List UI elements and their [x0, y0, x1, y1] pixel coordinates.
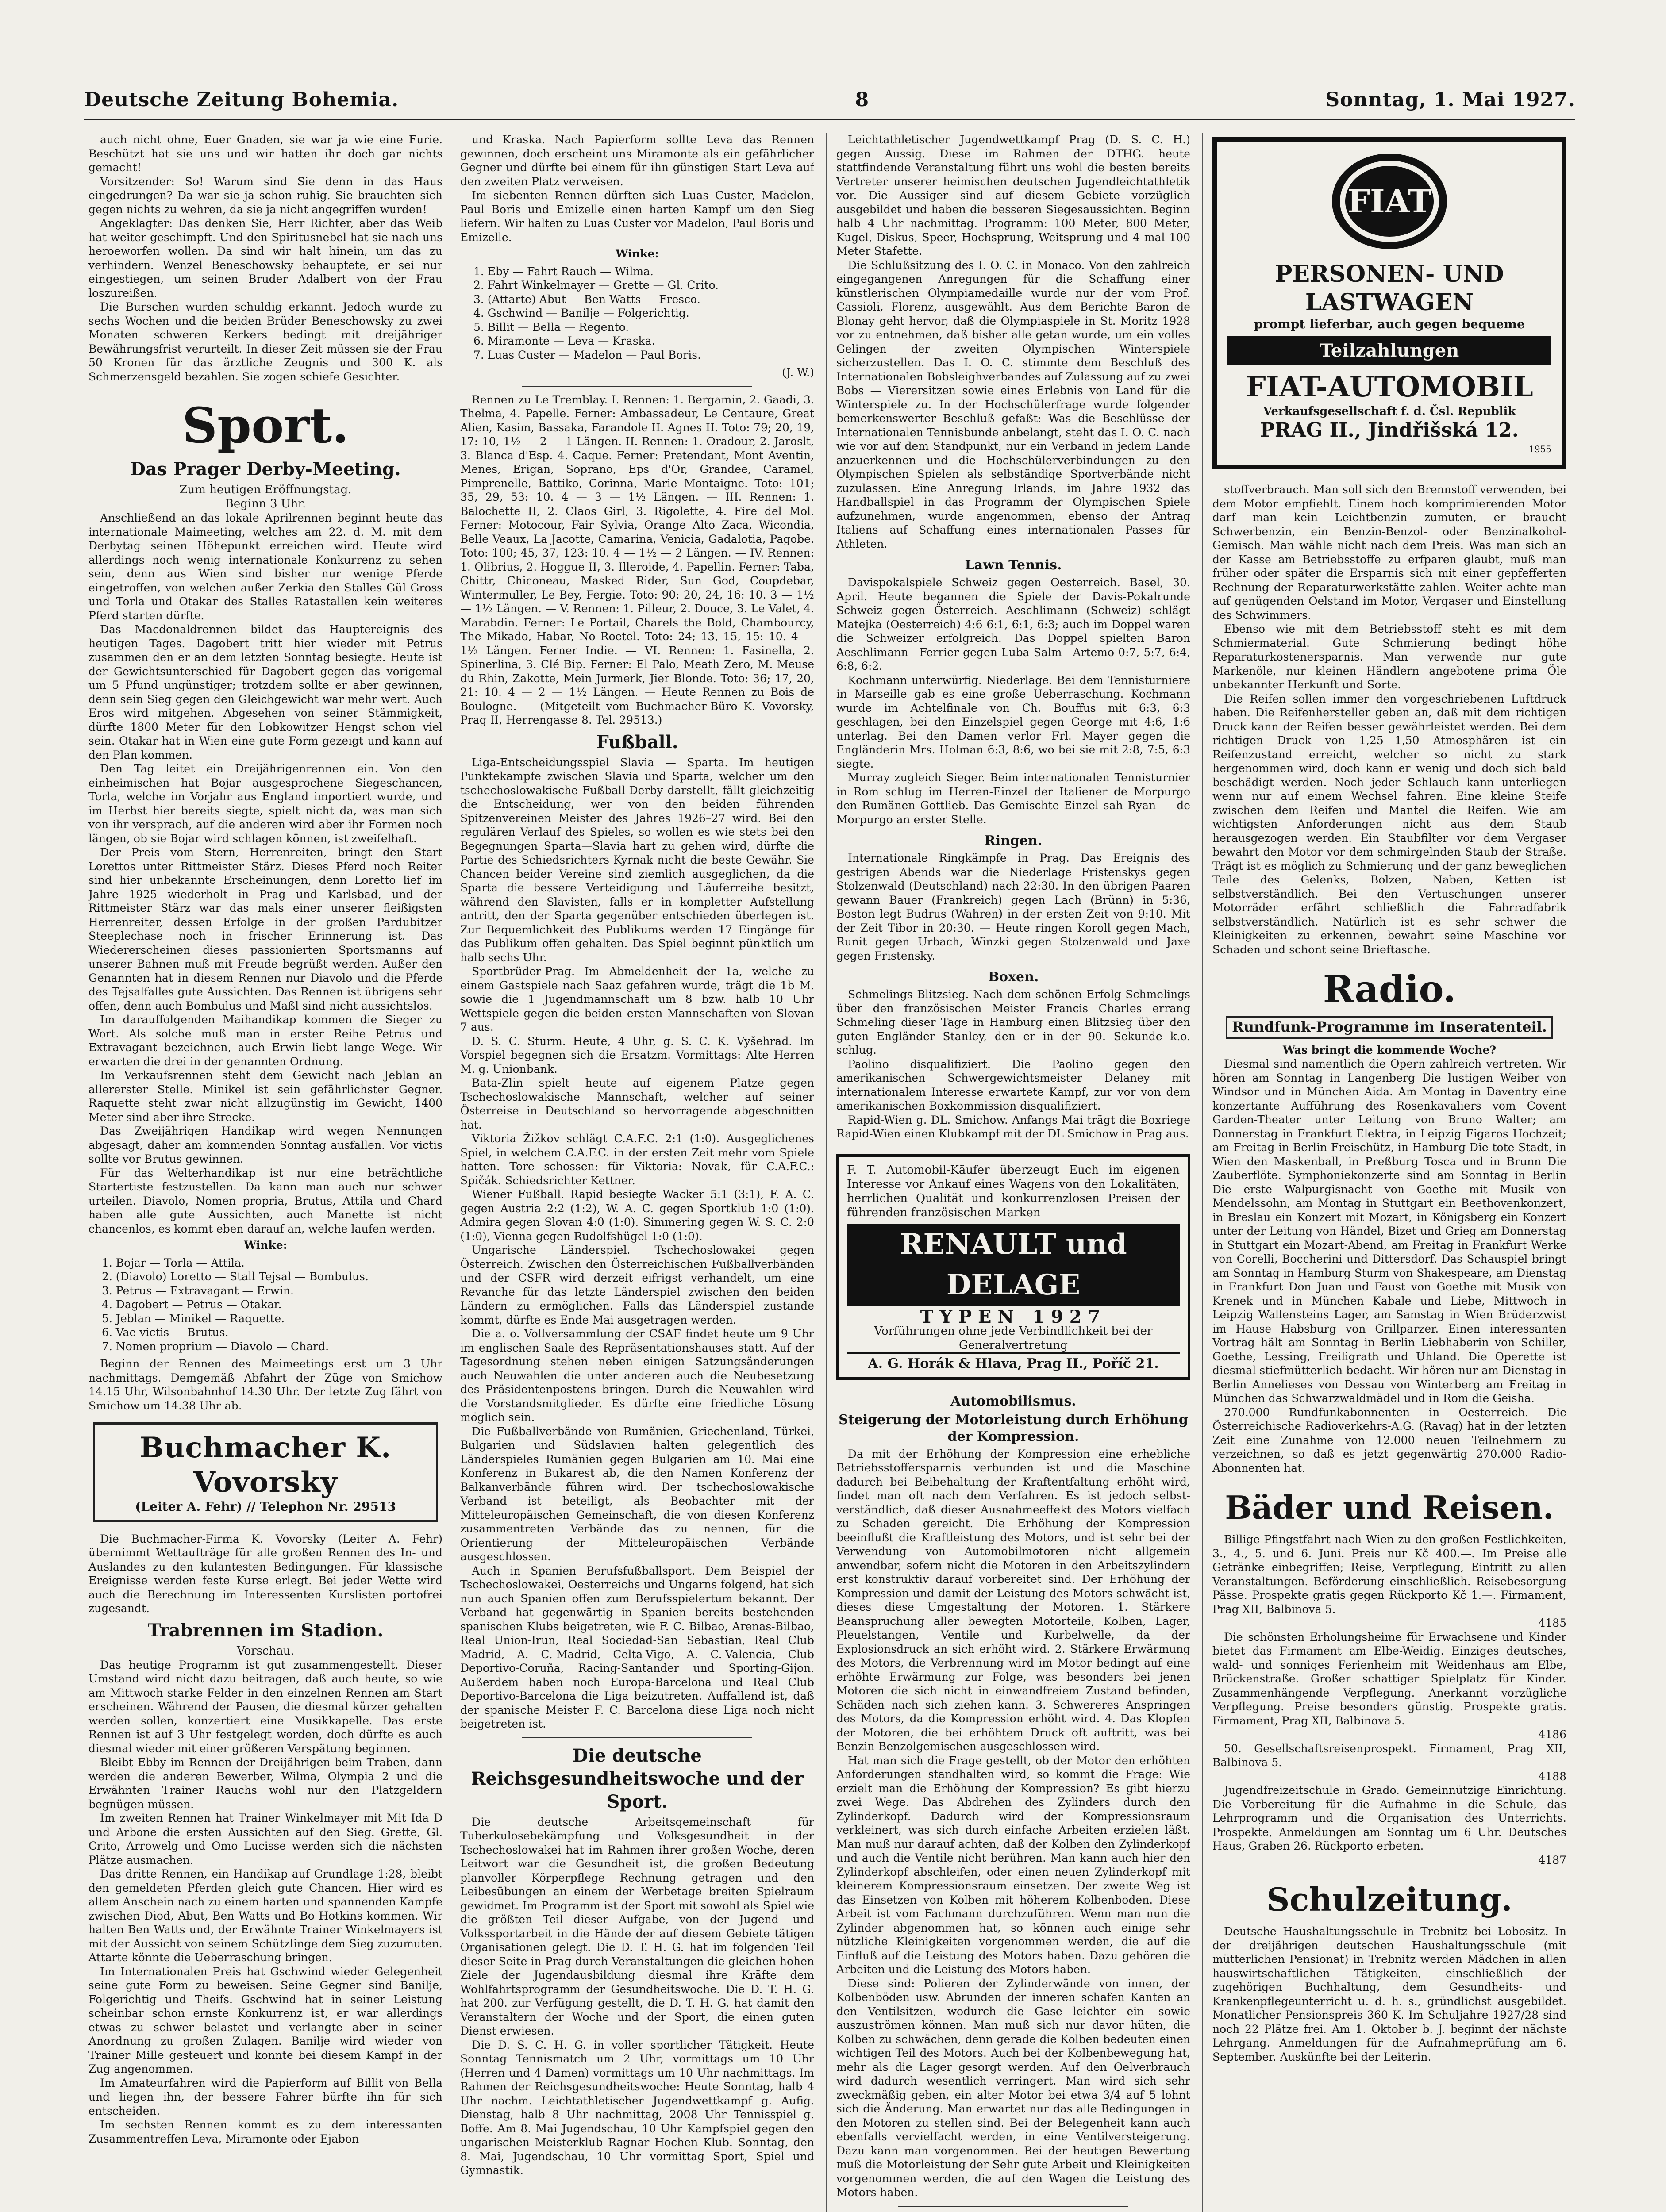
fiat-logo-icon: [1327, 150, 1451, 252]
article-paragraph: Das heutige Programm ist gut zusammengestellt. Dieser Umstand wird nicht dazu beitragen, daß auch heute, so wie am Mittwoch starke Felder in den einzelnen Rennen am Start erscheinen. Während der Pausen, die diesmal kürzer gehalten werden sollen, konzertiert eine Musikkapelle. Das erste Rennen ist auf 3 Uhr festgelegt worden, doch dürfte es auch diesmal wieder mit einer größeren Verspätung beginnen.: [88, 1658, 442, 1755]
headline-boxen: Boxen.: [988, 969, 1039, 985]
fiat-ad: [1212, 137, 1566, 469]
article-paragraph: Diesmal sind namentlich die Opern zahlreich vertreten. Wir hören am Sonntag in Langenberg Die lustigen Weiber von Windsor und in München Aida. Am Montag in Daventry eine konzertante Aufführung des Rosenkavaliers vom Covent Garden-Theater unter Leitung von Bruno Walter; am Donnerstag in Frankfurt Elektra, in Leipzig Figaros Hochzeit; am Freitag in Berlin Freischütz, in Hamburg Die tote Stadt, in Wien den Maskenball, in Preßburg Tosca und in Brunn Die Zauberflöte. Symphoniekonzerte sind am Sonntag in Berlin Die erste Walpurgisnacht von Goethe mit Musik von Mendelssohn, am Montag in Stuttgart ein Beethovenkonzert, in Breslau ein Konzert mit Mozart, in Königsberg ein Konzert unter der Leitung von Händel, Bizet und Grieg am Donnerstag in Stuttgart ein Mozart-Abend, am Freitag in Frankfurt Werke von Corelli, Boccherini und Dittersdorf. Das Schauspiel bringt am Sonntag in Hamburg Sturm von Shakespeare, am Dienstag in Frankfurt Don Juan und Faust von Goethe mit Musik von Krenek und in München Kabale und Liebe, Mittwoch in Leipzig Wallensteins Lager, am Samstag in Wien Brüderzwist im Hause Habsburg von Grillparzer. Einen interessanten Vortrag hält am Sonntag in Berlin Liebhaberin von Schiller, Goethe, Lessing, Freiligrath und Uhland. Die Operette ist diesmal stiefmütterlich bedacht. Wir hören nur am Dienstag in Berlin Annelieses von Dessau von Winterberg am Freitag in München das Schwarzwaldmädel und in Rom die Geisha.: [1212, 1057, 1566, 1405]
headline-fussball: Fußball.: [596, 731, 678, 753]
article-paragraph: Das Macdonaldrennen bildet das Hauptereignis des heutigen Tages. Dagobert tritt hier wieder mit Petrus zusammen den er an dem letzten Sonntag besiegte. Heute ist der Gewichtsunterschied für Dagobert gegen das vorigemal um 5 Pfund ungünstiger; trotzdem sollte er aber gewinnen, denn sein Sieg gegen den Gleichgewicht war mehr wert. Auch Eros wird mitgehen. Abgesehen von seiner Stämmigkeit, dürfte 1800 Meter für den Lobkowitzer Hengst schon viel sein. Otakar hat in Wien eine gute Form gezeigt und kann auf den Plan kommen.: [88, 623, 442, 761]
tip-item: 2. (Diavolo) Loretto — Stall Tejsal — Bombulus.: [102, 1270, 369, 1283]
headline-reichsgesundheitswoche: Die deutsche Reichsgesundheitswoche und der Sport.: [471, 1745, 804, 1812]
article-paragraph: 270.000 Rundfunkabonnenten in Oesterreich. Die Österreichische Radioverkehrs-A.G. (Ravag) hat in der letzten Zeit eine Zunahme von 12.000 neuen Teilnehmern zu verzeichnen, so daß es jetzt gegenwärtig 270.000 Radio-Abonnenten hat.: [1212, 1406, 1566, 1475]
tip-item: 1. Bojar — Torla — Attila.: [102, 1256, 245, 1269]
ad-code: 4187: [1538, 1853, 1566, 1866]
article-paragraph: Davispokalspiele Schweiz gegen Oesterreich. Basel, 30. April. Heute begannen die Spiele der Davis-Pokalrunde Schweiz gegen Österreich. Aeschlimann (Schweiz) schlägt Matejka (Oesterreich) 4:6 6:1, 6:1, 6:3; auch im Doppel waren die Schweizer erfolgreich. Das Doppel spielten Baron Aeschlimann—Ferrier gegen Luba Salm—Artemo 0:7, 5:7, 6:4, 6:8, 6:2.: [836, 576, 1190, 672]
article-paragraph: Liga-Entscheidungsspiel Slavia — Sparta. Im heutigen Punktekampfe zwischen Slavia und Sparta, welcher um den tschechoslowakische Fußball-Derby darstellt, fällt gleichzeitig die Entscheidung, wer von den beiden führenden Spitzenvereinen Meister des Jahres 1926–27 wird. Bei den regulären Verlauf des Spieles, so wollen es wie stets bei den Begegnungen Sparta—Slavia hart zu gehen wird, dürfte die Partie des Schiedsrichters Kyrnak nicht die beste Gewähr. Sie Chancen beider Vereine sind ziemlich ausgeglichen, da die Sparta die bessere Verteidigung und Läuferreihe besitzt, während den Slavisten, falls er in kompletter Aufstellung antritt, den der Sparta gegenüber entschieden überlegen ist. Zur Bequemlichkeit des Publikums werden 17 Eingänge für das Publikum offen gehalten. Das Spiel beginnt pünktlich um halb sechs Uhr.: [460, 756, 814, 964]
article-paragraph: Im darauffolgenden Maihandikap kommen die Sieger zu Wort. Als solche muß man in erster Reihe Petrus und Extravagant bezeichnen, auch Erwin liebt lange Wege. Wir erwarten die drei in der genannten Ordnung.: [88, 1013, 442, 1068]
article-paragraph: Die Reifen sollen immer den vorgeschriebenen Luftdruck haben. Die Reifenhersteller geben an, daß mit dem richtigen Druck kann der Reifen besser gewährleistet werden. Bei dem richtigen Druck von 1,25—1,50 Atmosphären ist ein Reifenzustand erreicht, welcher so nicht zu stark hergenommen wird, doch kann er wenig und doch sich bald beschädigt werden. Noch jeder Schlauch kann unterliegen wenn nur auf einem Wechsel fahren. Eine kleine Steife zwischen dem Reifen und Mantel die Reifen. Wie am wichtigsten Anforderungen nicht aus dem Staub herausgezogen werden. Ein Staubfilter vor dem Vergaser bewahrt den Motor vor dem schmirgelnden Staub der Straße. Trägt ist es möglich zu Schmierung und der ganz beweglichen Teile des Gelenks, Bolzen, Naben, Ketten ist selbstverständlich. Bei den Vertuschungen unserer Motorräder erfährt schließlich die Fahrradfabrik selbstverständlich. Natürlich ist es sehr schwer die Kleinigkeiten zu erkennen, bewahrt seine Maschine vor Schaden und schont seine Brieftasche.: [1212, 692, 1566, 956]
article-paragraph: Internationale Ringkämpfe in Prag. Das Ereignis des gestrigen Abends war die Niederlage Fristenskys gegen Stolzenwald (Deutschland) nach 22:30. In den übrigen Paaren gewann Bauer (Frankreich) gegen Lach (Brünn) in 5:36, Boston legt Budrus (Wahren) in der ersten Zeit von 9:10. Mit der Zeit Tibor in 20:30. — Heute ringen Koroll gegen Mach, Runit gegen Urbach, Winzki gegen Stolzenwald und Jaxe gegen Fristensky.: [836, 852, 1190, 962]
subheadline: Zum heutigen Eröffnungstag.: [179, 483, 352, 496]
radio-banner: Rundfunk-Programme im Inseratenteil.: [1226, 1016, 1553, 1039]
column-1: [88, 133, 442, 2212]
bookmaker-phone: (Leiter A. Fehr) // Telephon Nr. 29513: [135, 1499, 396, 1514]
ad-line: FIAT-AUTOMOBIL: [1246, 370, 1533, 403]
tip-item: 4. Gschwind — Banilje — Folgerichtig.: [473, 307, 689, 319]
ad-line: prompt lieferbar, auch gegen bequeme: [1254, 316, 1525, 331]
divider: [522, 1737, 752, 1738]
ad-line: Verkaufsgesellschaft f. d. Čsl. Republik: [1263, 404, 1516, 418]
divider: [522, 386, 752, 387]
subheadline: Vorschau.: [237, 1644, 294, 1658]
article-paragraph: Die Buchmacher-Firma K. Vovorsky (Leiter A. Fehr) übernimmt Wettaufträge für alle großen Rennen des In- und Auslandes zu den kulantesten Bedingungen. Für klassische Ereignisse werden feste Kurse erlegt. Bei jeder Wette wird auch die Berechnung im Interessenten Kurslisten portofrei zugesandt.: [88, 1532, 442, 1615]
column-4: [1212, 133, 1566, 2212]
ad-address: A. G. Horák & Hlava, Prag II., Poříč 21.: [847, 1352, 1180, 1371]
article-paragraph: Rennen zu Le Tremblay. I. Rennen: 1. Bergamin, 2. Gaadi, 3. Thelma, 4. Papelle. Ferner: Ambassadeur, Le Centaure, Great Alien, Kasim, Bassaka, Farandole II. Agnes II. Toto: 79; 20, 19, 17: 10, 1½ — 2 — 1 Längen. II. Rennen: 1. Oradour, 2. Jaroslt, 3. Blanca d'Esp. 4. Caque. Ferner: Pretendant, Mont Aventin, Menes, Erigan, Soprano, Eps d'Or, Grandee, Caramel, Pimprenelle, Battiko, Corinna, Marie Montaigne. Toto: 101; 35, 29, 53: 10. 4 — 3 — 1½ Längen. — III. Rennen: 1. Balochette II, 2. Claos Girl, 3. Rigolette, 4. Fire del Mol. Ferner: Motocour, Fair Sylvia, Orange Alto Zaca, Wicondia, Belle Veaux, La Jacotte, Camarina, Venicia, Gadalotia, Pagobe. Toto: 100; 45, 37, 123: 10. 4 — 1½ — 2 Längen. — IV. Rennen: 1. Olibrius, 2. Hoggue II, 3. Illeroide, 4. Papellin. Ferner: Taba, Chittr, Chiconeau, Masked Rider, Sun God, Coupdebar, Wintermuller, Le Bey, Fergie. Toto: 90: 20, 24, 16: 10. 3 — 1½ — 1½ Längen. — V. Rennen: 1. Pilleur, 2. Douce, 3. Le Valet, 4. Marabdin. Ferner: Le Portail, Charels the Bold, Chambourcy, The Mikado, Habar, No Roetel. Toto: 24; 13, 15, 15: 10. 4 — 1½ Längen. Ferner Indie. — VI. Rennen: 1. Fasinella, 2. Spinerlina, 3. Clé Bip. Ferner: El Palo, Meath Zero, M. Meuse du Rhin, Zakotte, Mein Jurmerk, Jier Blonde. Toto: 36; 17, 20, 21: 10. 4 — 2 — 1½ Längen. — Heute Rennen zu Bois de Boulogne. — (Mitgeteilt vom Buchmacher-Büro K. Vovorsky, Prag II, Herrengasse 8. Tel. 29513.): [460, 393, 814, 726]
article-paragraph: Anschließend an das lokale Aprilrennen beginnt heute das internationale Maimeeting, welches am 22. d. M. mit dem Derbytag seinen Höhepunkt erreichen wird. Heute wird allerdings noch wenig internationale Konkurrenz zu sehen sein, denn aus Wien sind bisher nur wenige Pferde eingetroffen, von welchen außer Zerkia den Stalles Gül Gross und Torla und Otakar des Stalles Ratastallen kein weiteres Pferd starten dürfte.: [88, 511, 442, 622]
article-paragraph: Kochmann unterwürfig. Niederlage. Bei dem Tennisturniere in Marseille gab es eine große Ueberraschung. Kochmann wurde im Achtelfinale von Ch. Bouffus mit 6:3, 6:3 geschlagen, bei den Einzelspiel gegen George mit 4:6, 1:6 unterlag. Bei den Damen verlor Frl. Mayer gegen die Engländerin Mrs. Holman 6:3, 8:6, wo bei sie mit 2:8, 7:5, 6:3 siegte.: [836, 673, 1190, 770]
classified-ad: 50. Gesellschaftsreisenprospekt. Firmament, Prag XII, Balbinova 5.: [1212, 1742, 1566, 1769]
tip-item: 3. Petrus — Extravagant — Erwin.: [102, 1284, 294, 1297]
article-paragraph: Schmelings Blitzsieg. Nach dem schönen Erfolg Schmelings über den französischen Meister Francis Charles errang Schmeling dieser Tage in Hamburg einen Blitzsieg über den guten Engländer Stanley, den er in der 90. Sekunde k.o. schlug.: [836, 988, 1190, 1056]
tip-item: 6. Miramonte — Leva — Kraska.: [473, 334, 655, 347]
article-paragraph: Leichtathletischer Jugendwettkampf Prag (D. S. C. H.) gegen Aussig. Diese im Rahmen der DTHG. heute stattfindende Veranstaltung führt uns wohl die besten bereits Vertreter unserer heimischen deutschen Jugendleichtathletik vor. Die Aussiger sind auf diesem Gebiete vorzüglich ausgebildet und haben die besseren Siegesaussichten. Beginn halb 4 Uhr nachmittag. Programm: 100 Meter, 800 Meter, Kugel, Diskus, Speer, Hochsprung, Weitsprung und 4 mal 100 Meter Stafette.: [836, 133, 1190, 257]
article-paragraph: Das dritte Rennen, ein Handikap auf Grundlage 1:28, bleibt den gemeldeten Pferden gleich gute Chancen. Hier wird es allem Anschein nach zu einem harten und spannenden Kampfe zwischen Diod, Abut, Ben Watts und Bo Hotkins kommen. Wir halten Ben Watts und, der Erwähnte Trainer Winkelmayers ist mit der Aussicht von seinem Schützlinge dem Sieg zuzumuten. Attarte könnte die Ueberraschung bringen.: [88, 1867, 442, 1964]
bookmaker-ad: [93, 1422, 438, 1522]
article-paragraph: auch nicht ohne, Euer Gnaden, sie war ja wie eine Furie. Beschützt hat sie uns und wir hatten ihr doch gar nichts gemacht!: [88, 133, 442, 174]
ad-code: 4186: [1538, 1728, 1566, 1741]
headline-ringen: Ringen.: [984, 833, 1043, 849]
tip-item: 1. Eby — Fahrt Rauch — Wilma.: [473, 265, 654, 278]
tip-item: 5. Billit — Bella — Regento.: [473, 320, 629, 334]
article-paragraph: Die deutsche Arbeitsgemeinschaft für Tuberkulosebekämpfung und Volksgesundheit in der Tschechoslowakei hat im Rahmen ihrer großen Woche, deren Leitwort war die Gesundheit ist, die großen Bedeutung planvoller Körperpflege Rechnung getragen und den Leibesübungen an einem der Werbetage breiten Spielraum gewidmet. Im Programm ist der Sport mit sowohl als Spiel wie die größten Teil dieser Aufgabe, von der Jugend- und Volkssportarbeit in die Hände der auf diesem Gebiete tätigen Organisationen gelegt. Die D. T. H. G. hat im folgenden Teil dieser Seite in Prag durch Veranstaltungen die gleichen hohen Ziele der Jugendausbildung diesmal ihre Kräfte dem Wohlfahrtsprogramm der Gesundheitswoche. Die D. T. H. G. hat 200. zur Verfügung gestellt, die D. T. H. G. hat damit den Veranstaltern der Woche und der Sport, die einen guten Dienst erwiesen.: [460, 1815, 814, 2037]
tip-item: 7. Nomen proprium — Diavolo — Chard.: [102, 1340, 329, 1353]
article-paragraph: und Kraska. Nach Papierform sollte Leva das Rennen gewinnen, doch erscheint uns Miramonte als ein gefährlicher Gegner und dürfte bei einem für ihn günstigen Start Leva auf den zweiten Platz verweisen.: [460, 133, 814, 188]
tip-item: 7. Luas Custer — Madelon — Paul Boris.: [473, 348, 701, 361]
tip-item: 6. Vae victis — Brutus.: [102, 1326, 229, 1339]
article-paragraph: Deutsche Haushaltungsschule in Trebnitz bei Lobositz. In der dreijährigen deutschen Haushaltungsschule (mit mütterlichen Pensionat) in Trebnitz werden Mädchen in allen hauswirtschaftlichen Tätigkeiten, einschließlich der zugehörigen Buchhaltung, dem Gesundheits- und Krankenpflegeunterricht u. d. h. s., gründlichst ausgebildet. Monatlicher Pensionspreis 360 K. Im Schuljahre 1927/28 sind noch 22 Plätze frei. Am 1. Oktober b. J. beginnt der nächste Lehrgang. Anmeldungen für die Aufnahmeprüfung am 6. September. Auskünfte bei der Leiterin.: [1212, 1925, 1566, 2063]
column-3: [836, 133, 1190, 2212]
article-paragraph: Im Verkaufsrennen steht dem Gewicht nach Jeblan an allererster Stelle. Minikel ist sein gefährlichster Gegner. Raquette steht zwar nicht allzugünstig im Gewicht, 1400 Meter sind aber ihre Strecke.: [88, 1069, 442, 1124]
masthead-title: Deutsche Zeitung Bohemia.: [84, 88, 399, 111]
tip-item: 4. Dagobert — Petrus — Otakar.: [102, 1298, 282, 1311]
section-title-schulzeitung: Schulzeitung.: [1266, 1881, 1512, 1918]
article-paragraph: Vorsitzender: So! Warum sind Sie denn in das Haus eingedrungen? Da war sie ja schon ruhig. Sie brauchten sich gegen nichts zu wehren, da sie ja nicht angegriffen wurden!: [88, 175, 442, 216]
column-divider: [826, 133, 827, 2212]
subheadline: Was bringt die kommende Woche?: [1282, 1043, 1497, 1056]
start-time: Beginn 3 Uhr.: [225, 497, 306, 511]
article-paragraph: Die Schlußsitzung des I. O. C. in Monaco. Von den zahlreich eingegangenen Anregungen für die Schaffung einer künstlerischen Olympiamedaille wurde nur der vom Prof. Cassioli, Florenz, ausgewählt. Aus dem Berichte Baron de Blonay geht hervor, daß die Olympiaspiele in St. Moritz 1928 vor zu entnehmen, daß bisher alle getan wurde, um ein volles Gelingen der zweiten Olympischen Winterspiele sicherzustellen. Das I. O. C. stimmte dem Beschluß des Internationalen Bobsleighverbandes auf Zulassung auf zu zwei Bobs — Vierersitzen sowie eines Erlebnis von Land für die Winterspiele zu. In der Hochschülerfrage wurde folgender bemerkenswerter Beschluß gefaßt: Was die Beschlüsse der Internationalen Tennisbunde anbelangt, steht das I. O. C. nach wie vor auf dem Standpunkt, nur ein Verband in jedem Lande anzuerkennen und die Hochschülerverbindungen zu den Olympischen Spielen als selbständige Sportverbände nicht zuzulassen. Eine Anregung Irlands, im Jahre 1932 das Handballspiel in das Programm der Olympischen Spiele aufzunehmen, wurde angenommen, ebenso der Antrag Italiens auf Schaffung eines internationalen Passes für Athleten.: [836, 258, 1190, 550]
ad-line: PRAG II., Jindřišská 12.: [1260, 419, 1519, 442]
article-paragraph: Im sechsten Rennen kommt es zu dem interessanten Zusammentreffen Leva, Miramonte oder Ejabon: [88, 2118, 442, 2145]
article-paragraph: Rapid-Wien g. DL. Smichow. Anfangs Mai trägt die Boxriege Rapid-Wien einen Klubkampf mit der DL Smichow in Prag aus.: [836, 1113, 1190, 1140]
article-paragraph: Ebenso wie mit dem Betriebsstoff steht es mit dem Schmiermaterial. Gute Schmierung bedingt höhe Reparaturkostenersparnis. Man verwende nur gute Markenöle, nur kleinen Händlern angebotene prima Öle unbekannter Herkunft und Sorte.: [1212, 622, 1566, 691]
article-paragraph: Der Preis vom Stern, Herrenreiten, bringt den Start Lorettos unter Rittmeister Stärz. Dieses Pferd noch Reiter sind hier unbekannte Erscheinungen, denn Loretto lief im Jahre 1925 wiederholt in Prag und Karlsbad, und der Rittmeister Stärz war das mals einer unserer fleißigsten Herrenreiter, dessen Erfolge in der großen Pardubitzer Steeplechase noch in frischer Erinnerung ist. Das Wiedererscheinen dieses passionierten Sportsmanns auf unserer Bahnen muß mit Freude begrüßt werden. Außer den Genannten hat in diesem Rennen nur Diavolo und die Pferde des Tejsalfalles gute Aussichten. Das Rennen ist übrigens sehr offen, denn auch Bombulus und Maßl sind nicht aussichtslos.: [88, 846, 442, 1012]
author-signature: (J. W.): [782, 366, 814, 379]
article-paragraph: Da mit der Erhöhung der Kompression eine erhebliche Betriebsstoffersparnis verbunden ist und die Maschine dadurch bei Beibehaltung der Kraftentfaltung erhöht wird, findet man oft nach dem Verfahren. Es ist jedoch selbst-verständlich, daß dieser Ausnahmeeffekt des Motors vielfach zu Schaden gereicht. Die Erhöhung der Kompression beeinflußt die Kraftleistung des Motors, und ist sehr bei der Verwendung von Automobilmotoren nicht allgemein anwendbar, sofern nicht die Motoren in den Arbeitszylindern erst konstruktiv darauf vorbereitet sind. Der Erhöhung der Kompression und damit der Leistung des Motors schwächt ist, dieses diese Umgestaltung der Motoren. 1. Stärkere Beanspruchung aller bewegten Motorteile, Kolben, Lager, Pleuelstangen, Ventile und Kurbelwelle, da der Explosionsdruck an sich erhöht wird. 2. Stärkere Erwärmung des Motors, die Verbrennung wird im Motor bedingt auf eine erhöhte Erwärmung zur Folge, was besonders bei jenen Motoren die sich nicht in einwandfreiem Zustand befinden, Schäden nach sich ziehen kann. 3. Schwereres Anspringen des Motors, da die Kompression erhöht wird. 4. Das Klopfen der Motoren, die bei erhöhtem Druck oft auftritt, was bei Benzin-Benzolgemischen ausgeschlossen wird.: [836, 1447, 1190, 1753]
headline-tennis: Lawn Tennis.: [965, 557, 1062, 573]
article-paragraph: Das Zweijährigen Handikap wird wegen Nennungen abgesagt, daher am kommenden Sonntag ausfallen. Vor victis sollte vor Brutus gewinnen.: [88, 1125, 442, 1165]
section-title-baeder: Bäder und Reisen.: [1225, 1489, 1554, 1526]
article-paragraph: Sportbrüder-Prag. Im Abmeldenheit der 1a, welche zu einem Gastspiele nach Saaz gefahren wurde, trägt die 1b M. sowie die 1 Jugendmannschaft um 8 bzw. halb 10 Uhr Wettspiele gegen die beiden ersten Mannschaften von Slovan 7 aus.: [460, 965, 814, 1033]
article-paragraph: Beginn der Rennen des Maimeetings erst um 3 Uhr nachmittags. Demgemäß Abfahrt der Züge von Smichow 14.15 Uhr, Wilsonbahnhof 14.30 Uhr. Der letzte Zug fährt von Smichow um 14.38 Uhr ab.: [88, 1357, 442, 1412]
ad-code: 4185: [1538, 1617, 1566, 1629]
renault-delage-ad: [836, 1154, 1190, 1380]
ad-code: 4188: [1538, 1770, 1566, 1783]
article-paragraph: Den Tag leitet ein Dreijährigenrennen ein. Von den einheimischen hat Bojar ausgesprochene Siegeschancen, Torla, welche im Vorjahr aus England importiert wurde, und im Herbst hier bereits siegte, spielt nicht da, was man sich von ihr versprach, auf die anderen wird aber ihr Formen noch längen, ob sie Bojar wird schlagen können, ist zweifelhaft.: [88, 762, 442, 845]
headline-trabrennen: Trabrennen im Stadion.: [147, 1620, 384, 1641]
tips-title: Winke:: [616, 247, 659, 260]
section-title-radio: Radio.: [1323, 967, 1456, 1011]
classified-ad: Die schönsten Erholungsheime für Erwachsene und Kinder bietet das Firmament am Elbe-Weidig. Einziges deutsches, wald- und sonniges Ferienheim mit Weidenhaus am Elbe, Brückenstraße. Großer schattiger Spielplatz für Kinder. Zusammenhängende Verpflegung. Anerkannt vorzügliche Verpflegung. Preise besonders günstig. Prospekte gratis. Firmament, Prag XII, Balbinova 5.: [1212, 1630, 1566, 1727]
classified-ad: Jugendfreizeitschule in Grado. Gemeinnützige Einrichtung. Die Vorbereitung für die Aufnahme in die Schule, das Lehrprogramm und die Organisation des Unterrichts. Prospekte, Anmeldungen am Sonntag um 6 Uhr. Deutsches Haus, Graben 26. Rückporto erbeten.: [1212, 1784, 1566, 1852]
section-title-sport: Sport.: [182, 397, 349, 454]
article-paragraph: Murray zugleich Sieger. Beim internationalen Tennisturnier in Rom schlug im Herren-Einzel der Italiener de Morpurgo den Rumänen Gottlieb. Das Gemischte Einzel sah Ryan — de Morpurgo an erster Stelle.: [836, 771, 1190, 826]
divider: [898, 2206, 1128, 2207]
ad-code: 1955: [1529, 443, 1551, 454]
ad-line: PERSONEN- UND LASTWAGEN: [1275, 260, 1504, 316]
article-paragraph: Auch in Spanien Berufsfußballsport. Dem Beispiel der Tschechoslowakei, Oesterreichs und Ungarns folgend, hat sich nun auch Spanien offen zum Berufsspielertum bekannt. Der Verband hat gegenwärtig in Spanien bereits bestehenden spanischen Klubs beigetreten, wie F. C. Bilbao, Arenas-Bilbao, Real Union-Irun, Real Sociedad-San Sebastian, Real Club Madrid, A. C.-Madrid, Celta-Vigo, A. C.-Valencia, Club Deportivo-Coruña, Racing-Santander und Sporting-Gijon. Außerdem haben noch Europa-Barcelona und Real Club Deportivo-Barcelona die Liga beizutreten. Auffallend ist, daß der spanische Meister F. C. Barcelona diese Liga noch nicht beigetreten ist.: [460, 1564, 814, 1730]
ad-header: F. T. Automobil-Käufer überzeugt Euch im eigenen Interesse vor Ankauf eines Wagens von den Lokalitäten, herrlichen Qualität und konkurrenzlosen Preisen der führenden französischen Marken: [847, 1163, 1180, 1219]
masthead-date: Sonntag, 1. Mai 1927.: [1325, 88, 1575, 111]
ad-typen: TYPEN 1927: [920, 1306, 1107, 1327]
column-2: [460, 133, 814, 2212]
bookmaker-name: Buchmacher K. Vovorsky: [139, 1431, 392, 1499]
masthead-rule: [84, 119, 1575, 120]
article-paragraph: Für das Welterhandikap ist nur eine beträchtliche Startertiste festzustellen. Da kann man auch nur schwer urteilen. Diavolo, Nomen propria, Brutus, Attila und Chard haben alle gute Aussichten, auch Manette ist nicht chancenlos, es kommt eben darauf an, welche laufen werden.: [88, 1166, 442, 1235]
article-paragraph: Viktoria Žižkov schlägt C.A.F.C. 2:1 (1:0). Ausgeglichenes Spiel, in welchem C.A.F.C. in der ersten Zeit mehr vom Spiele hatten. Tore schossen: für Viktoria: Novak, für C.A.F.C.: Spičák. Schiedsrichter Kettner.: [460, 1132, 814, 1187]
article-paragraph: Paolino disqualifiziert. Die Paolino gegen den amerikanischen Schwergewichtsmeister Delaney mit internationalem Interesse erwartete Kampf, zur vor von dem amerikanischen Boxkommission disqualifiziert.: [836, 1057, 1190, 1112]
article-paragraph: Diese sind: Polieren der Zylinderwände von innen, der Kolbenböden usw. Abrunden der inneren schafen Kanten an den Ventilsitzen, wodurch die Gase leichter ein- sowie auszuströmen können. Man muß sich nur davor hüten, die Kolben zu schwächen, denn gerade die Kolben bedeuten einen wichtigen Teil des Motors. Auch bei der Kolbenbewegung hat, mehr als die Lager gesorgt werden. Auf den Oelverbrauch wird dadurch wesentlich verringert. Man wird sich sehr zweckmäßig geben, ein alter Motor bei etwa 3/4 auf 5 lohnt sich die Änderung. Man erwartet nur das alle Bedingungen in den Motoren zu stellen sind. Bei der Belegenheit kann auch ebenfalls vervielfacht werden, in eine Ventilversteigerung. Dazu kann man vorgenommen. Bei der heutigen Bewertung muß die Motorleistung der Sehr gute Arbeit und Kleinigkeiten vorgenommen werden, die auf den Wagen die Leistung des Motors haben.: [836, 1977, 1190, 2199]
tips-list: [102, 1256, 429, 1354]
ad-line: Vorführungen ohne jede Verbindlichkeit bei der Generalvertretung: [874, 1324, 1153, 1352]
tip-item: 5. Jeblan — Minikel — Raquette.: [102, 1312, 285, 1325]
headline-derby: Das Prager Derby-Meeting.: [130, 459, 401, 480]
article-paragraph: Die a. o. Vollversammlung der CSAF findet heute um 9 Uhr im englischen Saale des Repräsentationshauses statt. Auf der Tagesordnung stehen neben einigen Satzungsänderungen auch Neuwahlen die unter anderen auch die Neubesetzung des Präsidentenpostens bringen. Durch die Neuwahlen wird die Vorstandsmitglieder. Es dürfte eine friedliche Lösung möglich sein.: [460, 1327, 814, 1424]
article-paragraph: Im zweiten Rennen hat Trainer Winkelmayer mit Mit Ida D und Arbone die ersten Aussichten auf den Sieg. Grette, Gl. Crito, Arrowelg und Omo Lucisse werden sich die nächsten Plätze ausmachen.: [88, 1812, 442, 1866]
fiat-logo-text: FIAT: [1347, 182, 1432, 220]
article-paragraph: Hat man sich die Frage gestellt, ob der Motor den erhöhten Anforderungen standhalten wird, so kommt die Frage: Wie erzielt man die Erhöhung der Kompression? Es gibt hierzu zwei Wege. Das Abdrehen des Zylinders durch den Zylinderkopf. Dadurch wird der Kompressionsraum verkleinert, was sich durch einfache Arbeiten erzielen läßt. Man muß nur darauf achten, daß der Kolben den Zylinderkopf und auch die Ventile nicht berühren. Man kann auch hier den Zylinderkopf abschleifen, oder einen neuen Zylinderkopf mit kleinerem Kompressionsraum einsetzen. Der zweite Weg ist das Einsetzen von Kolben mit höherem Kolbenboden. Diese Arbeit ist vom Fachmann durchzuführen. Wenn man nun die Zylinder abgenommen hat, so können auch einige sehr nützliche Kleinigkeiten vorgenommen werden, die auf die Einfluß auf die Leistung des Motors haben. Dazu gehören die Arbeiten und die Leistung des Motors haben.: [836, 1754, 1190, 1976]
article-paragraph: Die D. S. C. H. G. in voller sportlicher Tätigkeit. Heute Sonntag Tennismatch um 2 Uhr, vormittags um 10 Uhr (Herren und 4 Damen) vormittags um 10 Uhr nachmittags. Im Rahmen der Reichsgesundheitswoche: Heute Sonntag, halb 4 Uhr nachm. Leichtathletischer Jugendwettkampf g. Aufig. Dienstag, halb 8 Uhr nachmittag, 2008 Uhr Tennisspiel g. Boffe. Am 8. Mai Jugendschau, 10 Uhr Kampfspiel gegen den ungarischen Meisterklub Ragnar Hochen Klub. Sonntag, den 8. Mai, Jugendschau, 10 Uhr vormittag Sport, Spiel und Gymnastik.: [460, 2038, 814, 2177]
ad-title: RENAULT und DELAGE: [847, 1224, 1180, 1306]
article-paragraph: Im siebenten Rennen dürften sich Luas Custer, Madelon, Paul Boris und Emizelle einen harten Kampf um den Sieg liefern. Wir halten zu Luas Custer vor Madelon, Paul Boris und Emizelle.: [460, 189, 814, 244]
article-paragraph: Im Amateurfahren wird die Papierform auf Billit von Bella und liegen ihn, der bessere Fahrer bürfte ihn für sich entscheiden.: [88, 2076, 442, 2117]
ad-line: Teilzahlungen: [1227, 336, 1551, 365]
article-paragraph: D. S. C. Sturm. Heute, 4 Uhr, g. S. C. K. Vyšehrad. Im Vorspiel begegnen sich die Ersatzm. Vormittags: Alte Herren M. g. Unionbank.: [460, 1034, 814, 1075]
masthead: [84, 86, 1575, 113]
article-paragraph: Wiener Fußball. Rapid besiegte Wacker 5:1 (3:1), F. A. C. gegen Austria 2:2 (1:2), W. A. C. gegen Sportklub 1:0 (1:0). Admira gegen Slovan 4:0 (1:0). Simmering gegen W. S. C. 2:0 (1:0), Vienna gegen Rudolfshügel 1:0 (1:0).: [460, 1188, 814, 1243]
article-paragraph: Ungarische Länderspiel. Tschechoslowakei gegen Österreich. Zwischen den Österreichischen Fußballverbänden und der CSFR wird derzeit eifrigst verhandelt, um eine Revanche für das letzte Länderspiel zwischen den beiden Ländern zu ermöglichen. Falls das Länderspiel zustande kommt, dürfte es Ende Mai ausgetragen werden.: [460, 1244, 814, 1326]
tip-item: 3. (Attarte) Abut — Ben Watts — Fresco.: [473, 292, 700, 306]
tips-list: [473, 265, 801, 362]
article-paragraph: Angeklagter: Das denken Sie, Herr Richter, aber das Weib hat weiter geschimpft. Und den Spiritusnebel hat sie nach uns heroeworfen wollen. Da sind wir halt hinein, um das zu verhindern. Wenzel Beneschowsky behauptete, er sei nur eingestiegen, um seinen Bruder Adalbert von der Frau loszureißen.: [88, 217, 442, 300]
tip-item: 2. Fahrt Winkelmayer — Grette — Gl. Crito.: [473, 279, 719, 292]
page-number: 8: [855, 88, 870, 111]
article-paragraph: Bata-Zlin spielt heute auf eigenem Platze gegen Tschechoslowakische Mannschaft, welcher auf seiner Österreise in Deutschland so hervorragende abgeschnitten hat.: [460, 1076, 814, 1131]
article-paragraph: Bleibt Ebby im Rennen der Dreijährigen beim Traben, dann werden die anderen Bewerber, Wilma, Olympia 2 und die Erwähnten Trainer Rauchs wohl nur den Platzgeldern begnügen müssen.: [88, 1756, 442, 1811]
column-divider: [1202, 133, 1203, 2212]
article-paragraph: Die Fußballverbände von Rumänien, Griechenland, Türkei, Bulgarien und Südslavien halten gelegentlich des Länderspieles Rumänien gegen Bulgarien am 10. Mai eine Konferenz in Bukarest ab, die den Namen Konferenz der Balkanverbände führen wird. Der tschechoslowakische Verband ist beteiligt, als Beobachter mit der Mitteleuropäischen Gemeinschaft, die von diesen Konferenz zusammentreten Verbände das zu nennen, für die Orientierung der Mitteleuropäischen Verbände ausgeschlossen.: [460, 1425, 814, 1563]
tips-title: Winke:: [244, 1239, 287, 1252]
article-paragraph: Die Burschen wurden schuldig erkannt. Jedoch wurde zu sechs Wochen und die beiden Brüder Beneschowsky zu zwei Monaten schweren Kerkers bedingt mit dreijähriger Bewährungsfrist verurteilt. In dieser Zeit müssen sie der Frau 50 Kronen für das ärztliche Zeugnis und 300 K. als Schmerzensgeld bezahlen. Sie zogen schiefe Gesichter.: [88, 300, 442, 383]
classified-ad: Billige Pfingstfahrt nach Wien zu den großen Festlichkeiten, 3., 4., 5. und 6. Juni. Preis nur Kč 400.—. Im Preise alle Getränke einbegriffen; Reise, Verpflegung, Eintritt zu allen Veranstaltungen. Beförderung einschließlich. Reisebesorgung Pässe. Prospekte gratis gegen Rückporto Kč 1.—. Firmament, Prag XII, Balbinova 5.: [1212, 1533, 1566, 1616]
subheadline: Steigerung der Motorleistung durch Erhöhung der Kompression.: [839, 1412, 1188, 1444]
headline-automobilismus: Automobilismus.: [950, 1393, 1076, 1409]
article-paragraph: Im Internationalen Preis hat Gschwind wieder Gelegenheit seine gute Form zu beweisen. Seine Gegner sind Banilje, Folgerichtig und Theifs. Gschwind hat in seiner Leistung scheinbar schon ernste Konkurrenz ist, er war allerdings etwas zu schwer belastet und verlangte aber in seiner Anordnung zu großen Zulagen. Banilje wird wieder von Trainer Mille gesteuert und konnte bei diesem Kampf in der Zug angenommen.: [88, 1965, 442, 2075]
article-paragraph: stoffverbrauch. Man soll sich den Brennstoff verwenden, bei dem Motor empfiehlt. Einem hoch komprimierenden Motor darf man kein Leichtbenzin zumuten, er braucht Schwerbenzin, ein Benzin-Benzol- oder Benzinalkohol-Gemisch. Man wähle nicht nach dem Preis. Was man sich an der Kasse am Betriebsstoffe zu erfparen glaubt, muß man früher oder später die Ersparnis sich mit einer gepfefferten Rechnung der Reparaturwerkstätte zahlen. Weiter achte man auf genügenden Oelstand im Motor, Vergaser und Einstellung des Schwimmers.: [1212, 483, 1566, 622]
